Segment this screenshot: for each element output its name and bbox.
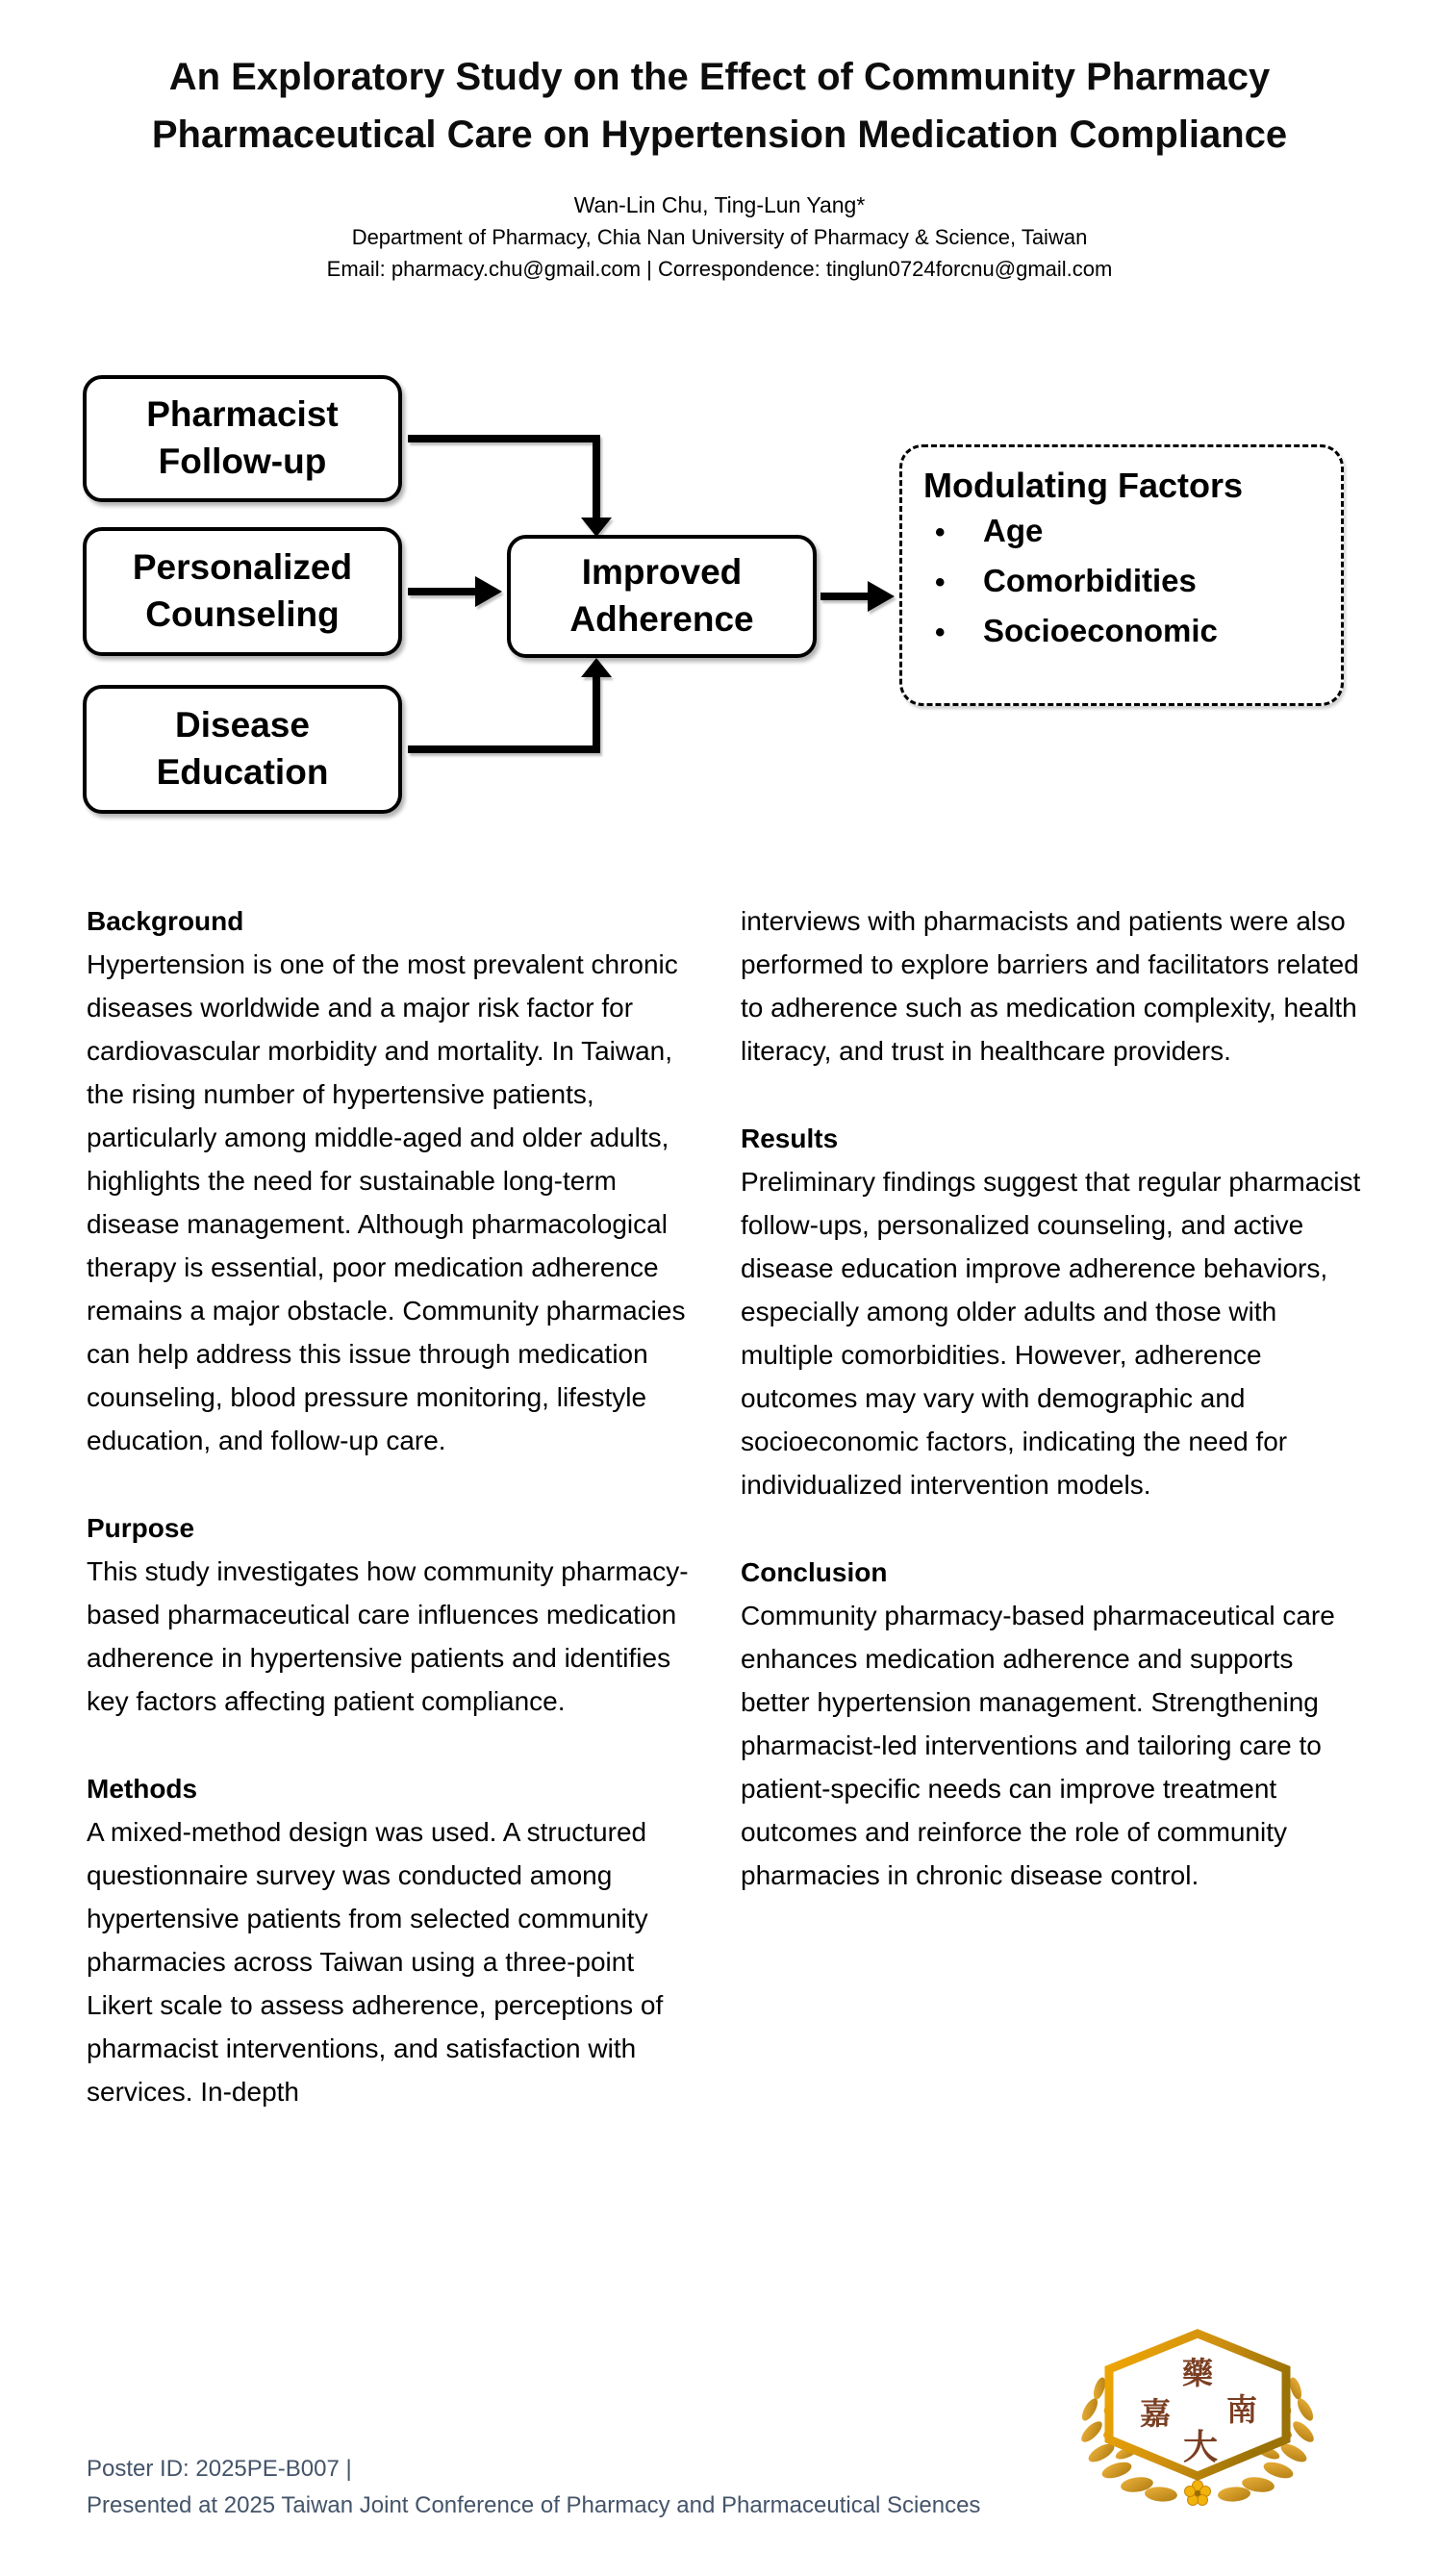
logo-character: 大 bbox=[1182, 2427, 1219, 2467]
section-heading-purpose: Purpose bbox=[87, 1513, 195, 1543]
arrow-head-right-icon bbox=[475, 576, 502, 607]
modulating-factor-label: Comorbidities bbox=[983, 563, 1197, 598]
author-block bbox=[0, 189, 1439, 285]
diagram-box-label: Disease Education bbox=[156, 705, 329, 792]
poster-title-line2: Pharmaceutical Care on Hypertension Medication Compliance bbox=[151, 114, 1288, 156]
conference-note: Presented at 2025 Taiwan Joint Conference of Pharmacy and Pharmaceutical Sciences bbox=[87, 2492, 981, 2518]
diagram-arrows bbox=[0, 356, 1439, 856]
poster-title bbox=[0, 48, 1439, 164]
section-body-background: Hypertension is one of the most prevalent chronic diseases worldwide and a major risk factor for cardiovascular morbidity and mortality. In Taiwan, the rising number of hypertensive patients, particularly among middle-aged and older adults, highlights the need for sustainable long-term disease management. Although pharmacological therapy is essential, poor medication adherence remains a major obstacle. Community pharmacies can help address this issue through medication counseling, blood pressure monitoring, lifestyle education, and follow-up care. bbox=[87, 949, 686, 1455]
section-body-purpose: This study investigates how community pharmacy-based pharmaceutical care influences medication adherence in hypertensive patients and identifies key factors affecting patient compliance. bbox=[87, 1556, 689, 1716]
arrow-education-to-adherence bbox=[408, 677, 596, 749]
section-heading-conclusion: Conclusion bbox=[741, 1557, 888, 1587]
authors-affiliation: Department of Pharmacy, Chia Nan University of Pharmacy & Science, Taiwan bbox=[351, 225, 1088, 249]
poster-title-line1: An Exploratory Study on the Effect of Community Pharmacy bbox=[168, 56, 1271, 98]
bullet-icon: • bbox=[935, 567, 946, 598]
logo-character: 南 bbox=[1225, 2391, 1258, 2428]
modulating-factor-label: Age bbox=[983, 513, 1044, 548]
section-heading-background: Background bbox=[87, 906, 244, 936]
left-column bbox=[87, 899, 702, 2158]
arrow-head-right-icon bbox=[868, 581, 895, 612]
university-logo bbox=[1044, 2316, 1351, 2518]
section-body-conclusion: Community pharmacy-based pharmaceutical care enhances medication adherence and supports better hypertension management. Strengthening pharmacist-led interventions and tailoring care to patient-specific needs can improve treatment outcomes and reinforce the role of community pharmacies in chronic disease control. bbox=[741, 1601, 1335, 1890]
authors-contact: Email: pharmacy.chu@gmail.com | Correspondence: tinglun0724forcnu@gmail.com bbox=[326, 257, 1113, 281]
diagram-box-label: Improved Adherence bbox=[569, 552, 754, 639]
diagram-box-label: Personalized Counseling bbox=[132, 547, 353, 634]
logo-character: 嘉 bbox=[1139, 2395, 1172, 2432]
section-body-methods: A mixed-method design was used. A structured questionnaire survey was conducted among hypertensive patients from selected community pharmacies across Taiwan using a three-point Likert scale to assess adherence, perceptions of pharmacist interventions, and satisfaction with services. In-depth bbox=[87, 1817, 664, 2107]
modulating-factor-label: Socioeconomic bbox=[983, 613, 1218, 648]
authors-names: Wan-Lin Chu, Ting-Lun Yang* bbox=[573, 192, 866, 217]
arrow-head-down-icon bbox=[581, 518, 612, 537]
bullet-icon: • bbox=[935, 517, 946, 548]
logo-character: 藥 bbox=[1181, 2355, 1214, 2391]
arrow-head-up-icon bbox=[581, 658, 612, 677]
section-heading-results: Results bbox=[741, 1124, 839, 1153]
diagram-box-label: Pharmacist Follow-up bbox=[146, 394, 339, 481]
section-heading-methods: Methods bbox=[87, 1774, 198, 1804]
section-body-methods-continued: interviews with pharmacists and patients were also performed to explore barriers and facilitators related to adherence such as medication complexity, health literacy, and trust in healthcare providers. bbox=[741, 906, 1359, 1066]
arrow-followup-to-adherence bbox=[408, 439, 596, 518]
section-body-results: Preliminary findings suggest that regular pharmacist follow-ups, personalized counseling, and active disease education improve adherence behaviors, especially among older adults and those with multiple comorbidities. However, adherence outcomes may vary with demographic and socioeconomic factors, indicating the need for individualized intervention models. bbox=[741, 1167, 1361, 1500]
poster-footer bbox=[87, 2451, 980, 2524]
poster-id: Poster ID: 2025PE-B007 | bbox=[87, 2456, 352, 2482]
modulating-factors-title: Modulating Factors bbox=[923, 466, 1243, 505]
flower-icon bbox=[1185, 2481, 1211, 2506]
bullet-icon: • bbox=[935, 617, 946, 648]
right-column bbox=[741, 899, 1364, 1941]
